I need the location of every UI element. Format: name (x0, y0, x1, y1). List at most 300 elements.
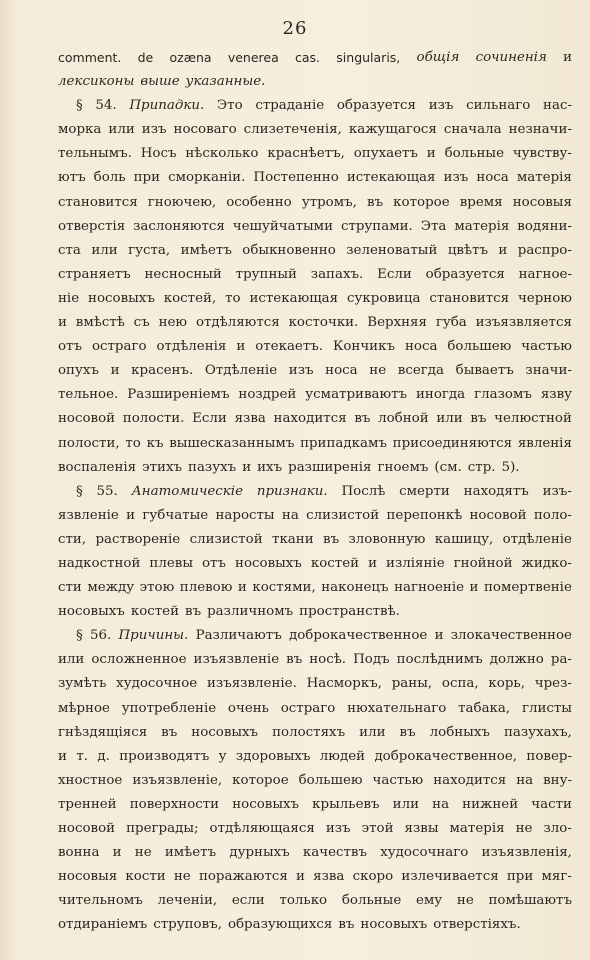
word: Если (377, 266, 412, 282)
word: въ (286, 652, 303, 668)
word: частью (372, 772, 424, 788)
text-line (58, 841, 572, 865)
word: утромъ, (301, 194, 357, 210)
word: усматриваютъ (305, 387, 408, 403)
word: носовой (469, 507, 527, 523)
word: страняетъ (58, 266, 131, 282)
word: § (76, 98, 83, 114)
word: мѣрное (58, 700, 110, 716)
word: глазомъ (474, 387, 532, 403)
text-line (58, 239, 572, 263)
text-line (58, 624, 572, 648)
word: нею (158, 315, 188, 331)
word: очень (227, 700, 269, 716)
word: образующихся (227, 917, 333, 933)
word: части (531, 796, 572, 812)
word: смерти (399, 483, 450, 499)
word: зловонную (348, 531, 426, 547)
word: т. (76, 748, 88, 764)
word: de (137, 50, 154, 65)
word: костями, (252, 580, 316, 596)
word: то (225, 290, 241, 306)
word: особенно (226, 194, 292, 210)
word: вмѣстѣ (75, 315, 125, 331)
word: и (237, 580, 247, 596)
text-line (58, 359, 572, 383)
word: (см. (434, 459, 462, 475)
text-line (58, 576, 572, 600)
word: изъязвленіе (193, 652, 280, 668)
word: singularis, (336, 50, 401, 65)
word: или (392, 796, 420, 812)
word: 5). (501, 459, 520, 475)
word: припадкамъ (300, 435, 387, 451)
word: табака, (458, 700, 511, 716)
text-line (58, 94, 572, 118)
word: и (242, 459, 252, 475)
word: носовой (58, 821, 116, 836)
word: жидко- (521, 555, 572, 571)
word: большею (447, 339, 512, 355)
word: находится (433, 772, 507, 788)
word: незначи- (508, 122, 572, 138)
word: и (368, 555, 378, 571)
word: этихъ (142, 459, 183, 475)
word: всегда (397, 363, 445, 379)
word: при (133, 170, 161, 186)
text-line (58, 335, 572, 359)
word: Различаютъ (195, 628, 282, 644)
word: доброкачественное, (374, 748, 518, 764)
word: губчатые (142, 507, 209, 523)
word: краснѣетъ, (267, 146, 345, 162)
word: не (173, 869, 191, 885)
word: ихъ (257, 459, 283, 475)
word: кости (125, 869, 166, 885)
word: послѣднимъ (396, 652, 483, 668)
word: носовыхъ (58, 604, 125, 620)
word: остраго (280, 700, 336, 716)
word: поло- (533, 507, 572, 523)
text-line (58, 166, 572, 190)
word: тренней (58, 796, 117, 812)
word: изъ- (542, 483, 572, 499)
word: то (125, 435, 141, 451)
text-line (58, 889, 572, 913)
word: губа (435, 315, 467, 331)
word: изъ (428, 98, 454, 114)
word: дурныхъ (229, 845, 290, 861)
word: поражаются (198, 869, 288, 885)
word: чрез- (534, 676, 572, 692)
word: помертвеніе (483, 580, 572, 596)
word: не (134, 845, 152, 861)
word: или (359, 724, 386, 740)
word: носовыхъ (235, 555, 302, 571)
word: злокачественное (450, 628, 572, 644)
word: 54. (95, 98, 117, 114)
word: Носъ (140, 146, 177, 162)
text-line (58, 432, 572, 456)
word: изъязвленіе, (132, 772, 223, 788)
word: изъязвленія, (481, 845, 572, 861)
word: плевою (179, 580, 233, 596)
word: сукровица (347, 290, 421, 306)
word: гноючею, (147, 194, 217, 210)
word: и (426, 146, 436, 162)
word: присоединяются (392, 435, 513, 451)
word: и (110, 363, 120, 379)
word: густа, (128, 242, 171, 258)
text-line (58, 697, 572, 721)
word: лобныхъ (429, 724, 490, 740)
text-line (58, 287, 572, 311)
word: изъ (141, 122, 167, 138)
word: не (456, 893, 474, 909)
word: носа (404, 339, 438, 355)
word: находится (273, 411, 347, 427)
word: ноздрей (238, 387, 297, 403)
word: въ (367, 194, 384, 210)
word: пространствѣ. (299, 604, 400, 620)
word: язва (313, 869, 345, 885)
word: признаки. (256, 483, 328, 499)
word: язвленіе (58, 507, 119, 523)
word: пазухахъ, (503, 724, 572, 740)
text-line (58, 793, 572, 817)
word: Причины. (118, 628, 189, 644)
word: помѣшаютъ (488, 893, 572, 909)
word: цвѣтъ (447, 242, 488, 258)
word: вонна (58, 845, 100, 861)
word: ему (415, 893, 443, 909)
word: стр. (467, 459, 496, 475)
word: Это (216, 98, 243, 114)
word: струпами. (340, 218, 413, 234)
word: осложненное (91, 652, 187, 668)
word: Припадки. (129, 98, 205, 114)
word: явленія (517, 435, 572, 451)
word: Послѣ (341, 483, 386, 499)
word: гноемъ (377, 459, 429, 475)
word: имѣетъ (164, 845, 217, 861)
word: надкостной (58, 555, 141, 571)
word: общія (416, 50, 460, 65)
word: становится (429, 290, 510, 306)
word: боль (93, 170, 126, 186)
word: къ (146, 435, 164, 451)
word: ткани (272, 531, 314, 547)
word: повер- (526, 748, 572, 764)
word: наконецъ (321, 580, 389, 596)
word: больные (341, 893, 402, 909)
text-line (58, 648, 572, 672)
word: носовой (58, 411, 116, 427)
word: Постепенно (253, 170, 339, 186)
word: поверхности (129, 796, 220, 812)
word: носоваго (173, 122, 237, 138)
word: людей (319, 748, 366, 764)
word: сти (58, 580, 82, 596)
text-line (58, 46, 572, 70)
word: comment. (58, 50, 122, 65)
word: ра- (550, 652, 572, 668)
text-line (58, 142, 572, 166)
word: Отдѣленіе (204, 363, 278, 379)
word: язва (234, 411, 266, 427)
word: матерія (454, 218, 510, 234)
word: и (563, 50, 572, 65)
word: опухъ (58, 363, 99, 379)
word: бываетъ (455, 363, 514, 379)
text-line (58, 504, 572, 528)
word: съ (133, 315, 150, 331)
word: отдѣленіе (502, 531, 572, 547)
text-line (58, 769, 572, 793)
word: красенъ. (131, 363, 194, 379)
text-line (58, 817, 572, 841)
word: при (506, 869, 534, 885)
word: изъ (325, 821, 351, 836)
word: здоровыхъ (235, 748, 311, 764)
word: между (87, 580, 135, 596)
word: костей, (163, 290, 217, 306)
word: носовыя (512, 194, 572, 210)
word: у (218, 748, 227, 764)
word: не (369, 363, 387, 379)
word: изліяніе (386, 555, 445, 571)
word: обыкновенно (242, 242, 336, 258)
word: иногда (416, 387, 466, 403)
word: косточки. (288, 315, 359, 331)
word: или (58, 652, 85, 668)
word: хностное (58, 772, 123, 788)
word: носовыхъ (360, 917, 428, 933)
word: на (432, 796, 450, 812)
word: Верхняя (367, 315, 427, 331)
word: не (515, 821, 533, 836)
word: истекающая (346, 170, 436, 186)
word: излечивается (401, 869, 499, 885)
word: выше (140, 74, 180, 90)
word: образуется (425, 266, 505, 282)
word: отверстія (58, 218, 126, 234)
word: отдѣляющаяся (209, 821, 315, 836)
word: больные (444, 146, 504, 162)
text-line (58, 865, 572, 889)
word: значи- (525, 363, 572, 379)
word: полости. (122, 411, 185, 427)
word: зеленоватый (346, 242, 438, 258)
word: раствореніе (95, 531, 181, 547)
word: распро- (517, 242, 572, 258)
word: въ (399, 724, 416, 740)
text-line (58, 552, 572, 576)
text-line (58, 913, 572, 937)
word: слизистой (189, 531, 263, 547)
word: полостяхъ (272, 724, 346, 740)
word: д. (97, 748, 110, 764)
word: черною (517, 290, 572, 306)
word: язву (540, 387, 572, 403)
word: худосочнаго (380, 845, 469, 861)
word: полости, (58, 435, 120, 451)
word: кажущагося (348, 122, 437, 138)
word: ніе (58, 290, 80, 306)
word: отъ (202, 555, 226, 571)
word: нас- (543, 98, 572, 114)
word: только (279, 893, 328, 909)
word: должно (489, 652, 544, 668)
page-number: 26 (282, 18, 308, 39)
word: вышесказаннымъ (169, 435, 295, 451)
word: лобной (378, 411, 429, 427)
word: несносный (144, 266, 222, 282)
word: леченіи, (157, 893, 218, 909)
word: доброкачественное (288, 628, 428, 644)
word: костей (310, 555, 360, 571)
word: и (58, 748, 67, 764)
word: отъ (58, 339, 82, 355)
word: Насморкъ, (306, 676, 382, 692)
word: изъязвленіе. (206, 676, 297, 692)
word: пазухъ (188, 459, 237, 475)
text-line (58, 118, 572, 142)
text-line (58, 480, 572, 504)
word: въ (185, 604, 202, 620)
word: въ (470, 411, 487, 427)
word: нижней (462, 796, 519, 812)
word: матерія (449, 821, 505, 836)
word: или (91, 242, 118, 258)
word: и (434, 628, 444, 644)
word: находятъ (463, 483, 529, 499)
word: гнойной (453, 555, 513, 571)
word: носа (325, 363, 358, 379)
word: этой (361, 821, 394, 836)
word: которое (232, 772, 289, 788)
word: зло- (543, 821, 572, 836)
word: носовыхъ (88, 290, 155, 306)
word: запахъ. (310, 266, 364, 282)
word: раны, (391, 676, 433, 692)
word: чительномъ (58, 893, 143, 909)
word: производятъ (119, 748, 210, 764)
word: преграды; (126, 821, 199, 836)
word: имѣетъ (180, 242, 232, 258)
word: челюстной (494, 411, 572, 427)
text-line (58, 600, 572, 624)
word: Подъ (353, 652, 390, 668)
word: на (516, 772, 534, 788)
word: въ (354, 411, 371, 427)
text-line (58, 528, 572, 552)
word: нагное- (518, 266, 572, 282)
word: 56. (89, 628, 112, 644)
text-line (58, 311, 572, 335)
word: изъ (288, 363, 314, 379)
text-line (58, 383, 572, 407)
word: сначала (443, 122, 502, 138)
word: время (459, 194, 503, 210)
word: Эта (420, 218, 447, 234)
word: вну- (543, 772, 572, 788)
word: и (126, 507, 136, 523)
word: гнѣздящіяся (58, 724, 148, 740)
word: оспа, (441, 676, 479, 692)
word: употребленіе (121, 700, 217, 716)
text-line (58, 191, 572, 215)
word: чешуйчатыми (232, 218, 334, 234)
word: крыльевъ (312, 796, 380, 812)
word: 55. (96, 483, 118, 499)
word: носовыхъ (232, 796, 300, 812)
body-text (58, 46, 572, 937)
word: худосочное (116, 676, 198, 692)
word: остраго (91, 339, 147, 355)
word: ста (58, 242, 81, 258)
word: морка (58, 122, 102, 138)
word: въ (161, 724, 178, 740)
text-line (58, 672, 572, 696)
word: качествъ (302, 845, 367, 861)
word: зумѣть (58, 676, 107, 692)
word: нюхательнаго (347, 700, 447, 716)
word: трупный (235, 266, 297, 282)
text-line (58, 721, 572, 745)
word: или (436, 411, 463, 427)
word: отекаетъ. (255, 339, 324, 355)
text-line (58, 70, 572, 94)
word: Анатомическіе (131, 483, 244, 499)
word: и (236, 339, 246, 355)
word: нѣсколько (185, 146, 259, 162)
word: становится (58, 194, 138, 210)
word: мяг- (541, 869, 572, 885)
word: слизистой (306, 507, 380, 523)
word: въ (323, 531, 340, 547)
word: образуется (336, 98, 416, 114)
word: сильнаго (466, 98, 531, 114)
word: и (296, 869, 305, 885)
word: тельное. (58, 387, 119, 403)
word: Кончикъ (332, 339, 396, 355)
word: перепонкѣ (386, 507, 463, 523)
word: которое (393, 194, 450, 210)
word: воспаленія (58, 459, 137, 475)
word: наросты (215, 507, 275, 523)
text-line (58, 215, 572, 239)
word: нагноеніе (394, 580, 465, 596)
word: костей (130, 604, 180, 620)
word: или (108, 122, 135, 138)
word: изъязвляется (475, 315, 572, 331)
word: скоро (352, 869, 394, 885)
word: этою (139, 580, 175, 596)
word: заслоняются (133, 218, 225, 234)
word: опухаетъ (353, 146, 418, 162)
word: § (76, 628, 83, 644)
word: на (281, 507, 299, 523)
word: Если (192, 411, 227, 427)
word: частью (521, 339, 572, 355)
word: Разширеніемъ (127, 387, 230, 403)
word: носѣ. (309, 652, 347, 668)
word: отдираніемъ (58, 917, 148, 933)
text-line (58, 456, 572, 480)
word: указанные. (185, 74, 266, 90)
word: ozæna (169, 50, 212, 65)
